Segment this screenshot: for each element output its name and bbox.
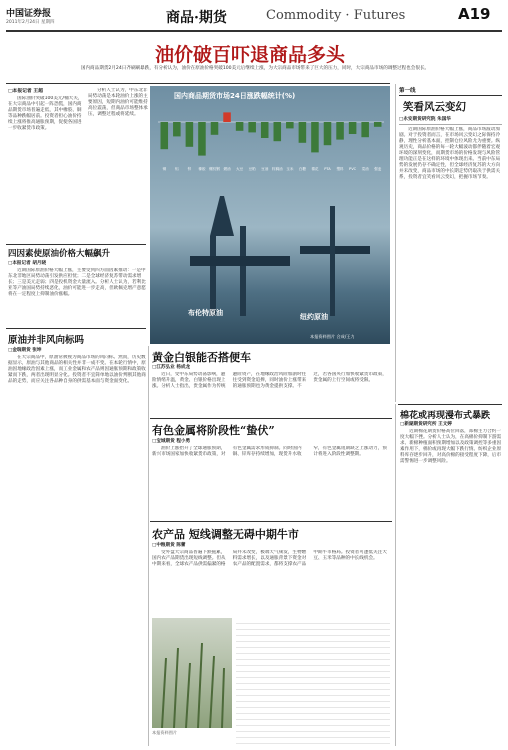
bar-11	[299, 122, 307, 143]
right-divider	[395, 404, 396, 746]
sidebar	[399, 86, 502, 402]
a4-body-text: 油价上涨抬升了全球通胀预期，新兴市场国家加快收紧货币政策，对有色金属需求形成抑制。同时国内铜、锌库存持续增加，现货升水收窄，有色金属短期缺乏上涨动力，预计将进入阶段性调整期。	[152, 446, 387, 457]
date-line: 2011年2月24日 星期四	[6, 20, 55, 25]
bar-label-7: 豆粕	[248, 167, 256, 171]
masthead	[6, 4, 502, 30]
bar-6	[236, 122, 244, 131]
bar-chart	[152, 102, 388, 182]
bar-14	[336, 122, 344, 140]
sidebar-headline: 笑看风云变幻	[403, 101, 466, 113]
crop-illustration	[152, 618, 232, 728]
main-byline: □本报记者 王超	[8, 89, 43, 94]
bar-label-4: 螺纹钢	[209, 167, 220, 171]
main-deck: 国内商品期货2月24日齐刷刷暴跌，有分析认为，油价在原油价格突破100美元后继续上涨，为大宗商品市场带来了巨大的压力，同时，大宗商品市场的调整过程也会很长。	[80, 66, 430, 71]
bar-12	[311, 122, 319, 152]
bar-10	[286, 122, 294, 128]
bar-5	[223, 112, 231, 122]
main-headline: 油价破百吓退商品多头	[154, 44, 345, 66]
a6-body-extra	[236, 618, 390, 744]
bar-2	[186, 122, 194, 147]
a5-headline: 棉花或再现漫布式暴跌	[400, 411, 491, 421]
bar-3	[198, 122, 206, 156]
a1-headline: 四因素使原油价格大幅飙升	[8, 249, 111, 259]
chart-caption-right: 纽约原油	[300, 313, 328, 321]
a5-body-text: 近期棉花期货价格高位回落，郑棉主力合约一度大幅下挫。分析人士认为，在高棉价抑制下游需求、新棉种植面积预期增加以及政策调控等多重因素作用下，棉价或再现大幅下跌行情。纺织企业原料库存逐步回升，对高价棉的接受程度下降，后市需警惕进一步调整风险。	[400, 429, 502, 464]
a4-byline: □宝城期货 程小勇	[152, 439, 191, 444]
bar-label-15: PVC	[349, 167, 357, 171]
section-cn: 商品·期货	[166, 10, 227, 26]
bar-label-12: 棉花	[311, 167, 319, 171]
bar-label-3: 橡胶	[198, 167, 206, 171]
bar-label-2: 锌	[187, 167, 192, 171]
bar-label-17: 强麦	[374, 167, 382, 171]
masthead-rule	[6, 30, 502, 32]
a1-byline: □本报记者 胡月晓	[8, 261, 47, 266]
main-body-p2: 分析人士认为，中东北非局势动荡是本轮油价上涨的主要原因，短期内油价可能维持高位震荡，但商品市场整体承压，调整过程或将延续。	[88, 88, 148, 117]
page-number	[458, 4, 502, 26]
bar-label-1: 铝	[175, 167, 179, 171]
a4-body	[152, 446, 390, 518]
center-divider-left	[148, 346, 149, 746]
bar-0	[161, 122, 169, 149]
a1-rule	[6, 244, 146, 245]
bar-label-0: 铜	[162, 167, 167, 171]
bar-label-5: 燃油	[223, 167, 231, 171]
section-en: Commodity · Futures	[266, 8, 406, 23]
bar-label-8: 豆油	[261, 167, 269, 171]
bar-1	[173, 122, 181, 136]
bar-17	[374, 122, 382, 127]
bar-label-11: 白糖	[298, 167, 306, 171]
bar-7	[248, 122, 256, 132]
bar-15	[349, 122, 357, 134]
chart-caption-left: 布伦特原油	[188, 309, 223, 317]
main-body-col2	[88, 88, 148, 184]
a4-rule	[150, 418, 392, 419]
sidebar-column-label: 第一线	[399, 86, 502, 96]
sidebar-body-text: 近期国际原油价格大幅上涨，商品市场波动加剧。对于投资者而言，在市场风云变幻之际保持冷静，理性分析基本面，控制仓位风险尤为重要。纵观历史，商品价格的每一轮大幅波动都伴随着宏观环境的深刻变化，而期货市场的价格发现与风险管理功能正是在这样的环境中体现出来。当前中东局势的发展仍存不确定性，但全球经济复苏的大方向并未改变，商品市场的中长期走势仍取决于供需关系，投资者宜笑看风云变幻，把握市场节奏。	[399, 127, 501, 180]
page-number-text: A19	[458, 5, 491, 23]
a6-byline: □中粮期货 陈蕾	[152, 543, 186, 548]
sidebar-body	[399, 127, 502, 407]
chart-credit: 本报资料图片 合成/王力	[310, 334, 355, 339]
paper-name: 中国证券报	[6, 9, 52, 19]
sidebar-divider	[395, 84, 396, 402]
chart-panel	[150, 86, 390, 344]
a2-body	[8, 355, 146, 745]
bar-13	[324, 122, 332, 145]
a2-byline: □金瑞期货 张坤	[8, 348, 42, 353]
bar-8	[261, 122, 269, 138]
a6-headline: 农产品 短线调整无碍中期牛市	[152, 528, 299, 541]
deck-rule	[6, 83, 390, 84]
sidebar-byline: □永安期货研究院 朱国华	[399, 116, 502, 125]
bar-label-6: 大豆	[236, 167, 244, 171]
bar-label-16: 菜油	[361, 167, 369, 171]
a3-body-text: 近日，受中东局势动荡影响，避险情绪升温，黄金、白银价格出现上涨。分析人士指出，贵金属作为传统避险资产，在地缘政治风险加剧时往往受到资金追捧，同时油价上涨带来的通胀预期也为黄金提供支撑。不过，若各国央行加快收紧货币政策，贵金属的上行空间或将受限。	[152, 372, 387, 389]
a5-body	[400, 429, 502, 745]
bar-label-9: 棕榈油	[271, 167, 283, 171]
a3-byline: □江苏弘业 杨成龙	[152, 365, 191, 370]
main-body-p1: 国际油价突破100美元/桶大关，在大宗商品中引起一阵恐慌，国内商品期货市场普遍走低，其中橡胶、铜等品种跌幅居前。投资者担心油价持续上涨将推高通胀预期，促使各国进一步收紧货币政策。	[8, 96, 83, 131]
a2-rule	[6, 328, 146, 329]
a6-photo	[152, 618, 232, 728]
bar-label-14: 塑料	[336, 167, 344, 171]
a3-headline: 黄金白银能否搭便车	[152, 351, 251, 364]
bar-16	[361, 122, 369, 137]
main-body-col1	[8, 96, 84, 241]
a5-byline: □新湖期货研究所 王文婷	[400, 422, 452, 427]
a5-rule	[398, 404, 502, 405]
a4-headline: 有色金属将阶段性“蛰伏”	[152, 424, 275, 437]
bar-9	[274, 122, 282, 141]
bar-4	[211, 122, 219, 135]
bar-label-13: PTA	[324, 167, 331, 171]
a1-body-text: 近期国际原油价格大幅上涨，主要受到四方面因素推动：一是中东北非地区局势动荡引发供应担忧；二是全球经济复苏带动需求增长；三是美元走弱；四是投机资金大量流入。分析人士认为，若利比亚等产油国局势持续恶化，油价可能进一步走高，但欧佩克增产意愿将在一定程度上抑制油价涨幅。	[8, 268, 146, 297]
oil-rig-illustration	[150, 196, 390, 336]
bar-label-10: 玉米	[286, 167, 294, 171]
a3-body	[152, 372, 390, 414]
a6-chart-credit: 本报资料图片	[152, 730, 178, 735]
a6-rule	[150, 521, 392, 522]
a2-body-text: 在大宗商品中，原油常被视为商品市场的风向标。然而，历史数据显示，原油与其他商品的相关性并非一成不变。在本轮行情中，原油因地缘政治因素上涨，而工业金属和农产品则因通胀预期和政策收紧而下跌，两者出现明显分化。投资者不宜简单地以油价判断其他商品的走势，而应关注各品种自身的供需基本面与资金面变化。	[8, 355, 146, 384]
a6-body-text: 受外盘大宗商品普遍下跌拖累，国内农产品期货出现短线调整。但从中期来看，全球农产品供需偏紧的格局并未改变，极端天气频发，生物燃料需求增长，以及通胀背景下资金对农产品的配置需求，都将支撑农产品中期牛市格局。投资者可逢低关注大豆、玉米等品种的中长线机会。	[152, 550, 387, 567]
a6-body	[152, 550, 390, 614]
a2-headline: 原油并非风向标吗	[8, 335, 85, 346]
a1-body	[8, 268, 146, 324]
chart-title: 国内商品期货市场24日涨跌幅统计(%)	[174, 92, 296, 100]
